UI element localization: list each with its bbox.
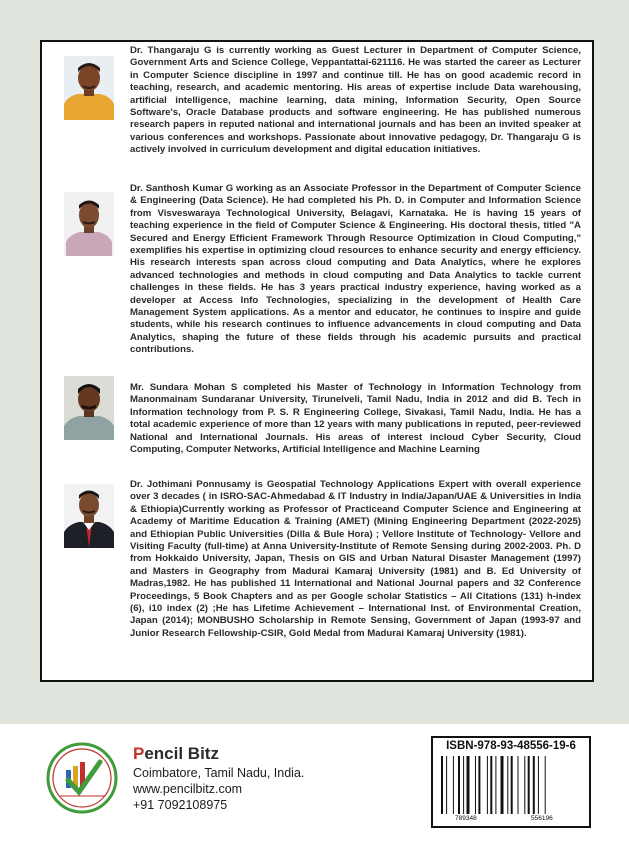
barcode-bar: [446, 756, 447, 814]
barcode-bar: [441, 756, 443, 814]
barcode-bar: [533, 756, 535, 814]
pencil-bitz-logo: [46, 742, 118, 814]
publisher-website[interactable]: www.pencilbitz.com: [133, 782, 243, 796]
barcode-bar: [501, 756, 504, 814]
barcode-bar: [528, 756, 530, 814]
barcode-bar: [478, 756, 480, 814]
bio-jothimani: Dr. Jothimani Ponnusamy is Geospatial Technology Applications Expert with overall experience over 3 decades ( in ISRO-SAC-Ahmedabad & IT Industry in India/Japan/UAE & Universities in India & Ethiopia)Currently working as Professor of Practiceand Computer Science and Engineering at Academy of Maritime Education & Training (AMET) (Mining Engineering Department (2022-2025) and Ethiopian Public Universities (Dilla & Bule Hora) ; Vellore Institute of Technology- Vellore and Visiting Faculty (full-time) at Anna University-Institute of Remote Sensing during 2002-2003. Ph. D from Hokkaido University, Japan, Thesis on GIS and Urban Natural Disaster Management (1997) and Masters in Geography from Madurai Kamaraj University (1981) and B. Ed University of Madras,1982. He has published 11 International and National Journal papers and 32 Conference Proceedings, 5 Book Chapters and as per Google scholar Statistics – All Citations (131) h-index (6), i10 index (2) ;He has Lifetime Achievement – International Inst. of Environmental Creation, Japan (2014); MONBUSHO Scholarship in Remote Sensing, Government of Japan (1993-97 and Junior Research Fellowship-CSIR, Gold Medal from Madurai Kamaraj University (1981).: [130, 479, 581, 639]
barcode-bar: [487, 756, 488, 814]
isbn-barcode: [431, 736, 591, 828]
barcode-bar: [538, 756, 539, 814]
author-photo-jothimani: [64, 484, 114, 548]
barcode-bar: [511, 756, 513, 814]
author-bios-panel: [40, 40, 594, 682]
barcode-bar: [524, 756, 525, 814]
barcode-right-digits: 556196: [531, 815, 553, 822]
author-photo-thangaraju: [64, 56, 114, 120]
barcode-bar: [453, 756, 454, 814]
barcode-bar: [495, 756, 496, 814]
publisher-address: Coimbatore, Tamil Nadu, India.: [133, 766, 305, 780]
bio-santhosh: Dr. Santhosh Kumar G working as an Associate Professor in the Department of Computer Science & Engineering (Data Science). He had completed his Ph. D. in Computer and Information Science from Visveswaraya Technological University, Belagavi, Karnataka. He is having 15 years of teaching experience in the field of Computer Science & Engineering. His doctoral thesis, titled "A Secured and Energy Efficient Framework Through Resource Optimization in Cloud Computing," exemplifies his expertise in optimizing cloud resources to enhance security and energy efficiency. His research interests span across cloud computing and Data Analytics, where he explores advanced technologies and methods in cloud computing and Data Analytics to tackle current challenges in these fields. He has 3 years practical industry experience, having worked as a developer at Access Info Technologies, specializing in the development of Health Care Management System applications. As a mentor and educator, he continues to inspire and guide students, while his research continues to influence advancements in cloud computing and Data Analytics, shaping the future of these fields through his academic pursuits and practical contributions.: [130, 183, 581, 356]
barcode-bar: [463, 756, 464, 814]
barcode-bars: [439, 756, 583, 814]
barcode-left-digits: 789348: [455, 815, 477, 822]
barcode-bar: [490, 756, 492, 814]
bio-thangaraju: Dr. Thangaraju G is currently working as Guest Lecturer in Department of Computer Science, Government Arts and Science College, Veppantattai-621116. He was started the career as Lecturer in Computer Science discipline in 1997 and continue till. He has on good academic record in teaching, research, and academic mentoring. His areas of expertise include Data warehousing, artificial intelligence, machine learning, data mining, Information Security, Open Source Software's, Oracle Database products and software engineering. He has published numerous research papers in reputed national and international journals and has been an invited speaker at various conferences and workshops. Passionate about innovative pedagogy, Dr. Thangaraju G is actively involved in curriculum development and digital education initiatives.: [130, 45, 581, 156]
barcode-bar: [475, 756, 476, 814]
barcode-bar: [545, 756, 546, 814]
author-photo-sundara-mohan: [64, 376, 114, 440]
barcode-bar: [467, 756, 470, 814]
isbn-number: ISBN-978-93-48556-19-6: [446, 740, 576, 752]
author-photo-santhosh: [64, 192, 114, 256]
publisher-name: Pencil Bitz: [133, 744, 219, 763]
barcode-bar: [458, 756, 460, 814]
publisher-phone: +91 7092108975: [133, 798, 228, 812]
bio-sundara-mohan: Mr. Sundara Mohan S completed his Master of Technology in Information Technology from Manonmainam Sundaranar University, Tirunelveli, Tamil Nadu, India in 2012 and did B. Tech in Information technology from P. S. R Engineering College, Sivakasi, Tamil Nadu, India. He has a total academic experience of more than 12 years with many publications in reputed, peer-reviewed National and International Journals. His areas of interest incloud Cyber Security, Cloud Computing, Computer Networks, Artificial Intelligence and Machine Learning: [130, 382, 581, 456]
barcode-bar: [518, 756, 519, 814]
barcode-bar: [507, 756, 508, 814]
